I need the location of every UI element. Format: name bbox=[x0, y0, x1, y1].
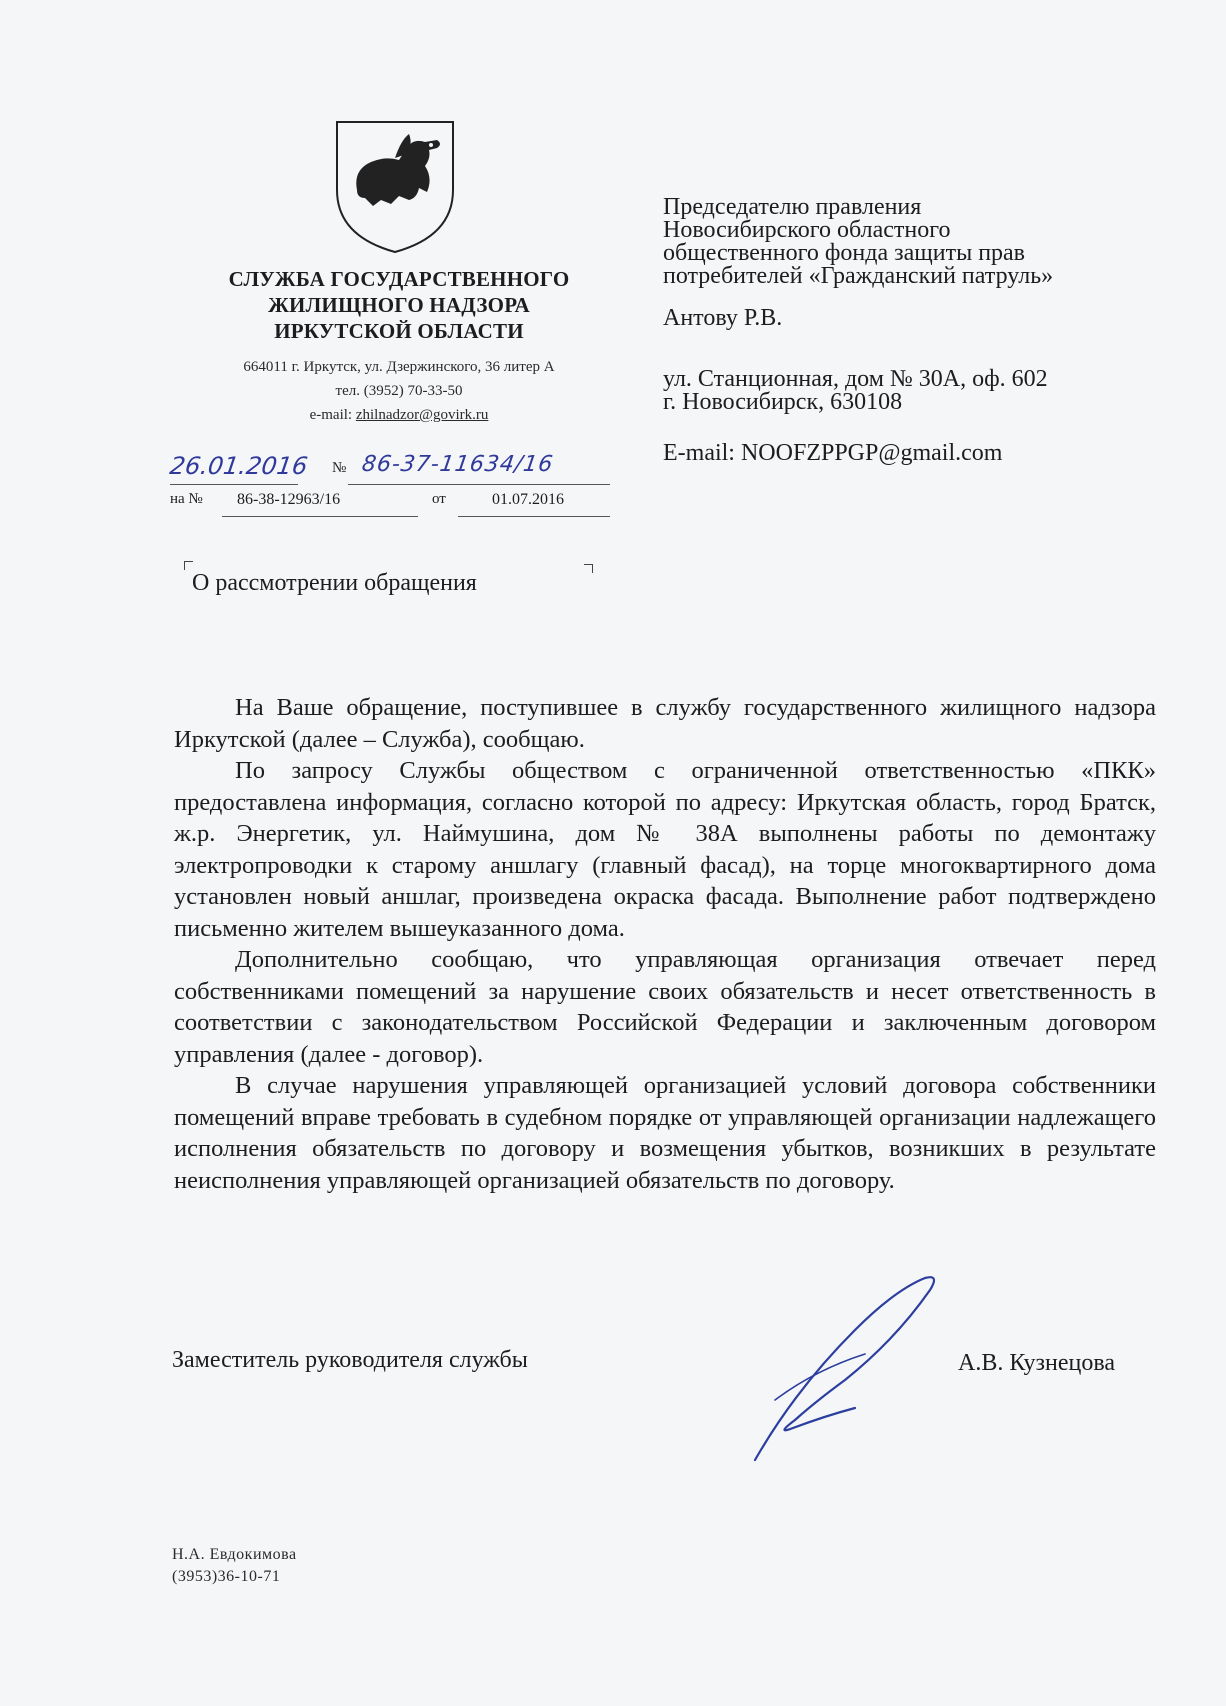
recipient-block bbox=[663, 196, 1183, 288]
executor-phone: (3953)36-10-71 bbox=[172, 1568, 281, 1585]
divider bbox=[458, 516, 610, 517]
organization-contacts bbox=[160, 355, 638, 427]
irkutsk-coat-of-arms-icon bbox=[333, 118, 457, 256]
letter-subject: О рассмотрении обращения bbox=[192, 570, 477, 596]
divider bbox=[170, 484, 298, 485]
recipient-name: Антову Р.В. bbox=[663, 305, 783, 331]
org-email-line bbox=[160, 403, 638, 427]
executor-name: Н.А. Евдокимова bbox=[172, 1546, 297, 1563]
recipient-line-4: потребителей «Гражданский патруль» bbox=[663, 263, 1054, 289]
signatory-title: Заместитель руководителя службы bbox=[172, 1347, 528, 1373]
recipient-address-city: г. Новосибирск, 630108 bbox=[663, 389, 903, 415]
body-paragraph: В случае нарушения управляющей организацией условий договора собственники помещений вправе требовать в судебном порядке от управляющей организации надлежащего исполнения обязательств по договору и возмещения убытков, возникших в результате неисполнения управляющей организацией обязательств по договору. bbox=[174, 1072, 1156, 1194]
org-address: 664011 г. Иркутск, ул. Дзержинского, 36 литер А bbox=[243, 359, 555, 375]
recipient-line-2: Новосибирского областного bbox=[663, 217, 951, 243]
recipient-email: E-mail: NOOFZPPGP@gmail.com bbox=[663, 440, 1003, 466]
handwritten-signature bbox=[735, 1270, 955, 1470]
letter-body bbox=[174, 692, 1156, 1196]
registration-number: 86-37-11634/16 bbox=[360, 452, 556, 477]
recipient-address-street: ул. Станционная, дом № 30А, оф. 602 bbox=[663, 366, 1048, 392]
registration-date: 26.01.2016 bbox=[168, 452, 310, 480]
body-paragraph: На Ваше обращение, поступившее в службу государственного жилищного надзора Иркутской (далее – Служба), сообщаю. bbox=[174, 694, 1156, 753]
subject-corner-left bbox=[184, 561, 193, 570]
signatory-name: А.В. Кузнецова bbox=[958, 1350, 1116, 1376]
recipient-line-3: общественного фонда защиты прав bbox=[663, 240, 1026, 266]
org-line-2: ЖИЛИЩНОГО НАДЗОРА bbox=[268, 293, 530, 317]
org-line-1: СЛУЖБА ГОСУДАРСТВЕННОГО bbox=[228, 267, 570, 291]
reference-number: 86-38-12963/16 bbox=[237, 491, 341, 508]
organization-name bbox=[160, 266, 638, 344]
recipient-address bbox=[663, 368, 1183, 414]
reference-label: на № bbox=[170, 491, 203, 507]
reference-date: 01.07.2016 bbox=[492, 491, 564, 508]
registration-line bbox=[170, 452, 610, 488]
org-email-label: e-mail: bbox=[309, 407, 353, 423]
body-paragraph: По запросу Службы обществом с ограниченной ответственностью «ПКК» предоставлена информация, согласно которой по адресу: Иркутская область, город Братск, ж.р. Энергетик, ул. Наймушина, дом № 38А выполнены работы по демонтажу электропроводки к старому аншлагу (главный фасад), на торце многоквартирного дома установлен новый аншлаг, произведена окраска фасада. Выполнение работ подтверждено письменно жителем вышеуказанного дома. bbox=[174, 757, 1156, 942]
org-phone: тел. (3952) 70-33-50 bbox=[335, 383, 463, 399]
registration-number-label: № bbox=[332, 460, 347, 476]
org-line-3: ИРКУТСКОЙ ОБЛАСТИ bbox=[274, 319, 524, 343]
recipient-line-1: Председателю правления bbox=[663, 194, 922, 220]
subject-corner-right bbox=[584, 564, 593, 573]
executor-block bbox=[172, 1544, 297, 1588]
divider bbox=[222, 516, 418, 517]
body-paragraph: Дополнительно сообщаю, что управляющая организация отвечает перед собственниками помещений за нарушение своих обязательств и несет ответственность в соответствии с законодательством Российской Федерации и заключенным договором управления (далее - договор). bbox=[174, 946, 1156, 1068]
org-email-link[interactable]: zhilnadzor@govirk.ru bbox=[355, 407, 489, 423]
divider bbox=[348, 484, 610, 485]
reference-from-label: от bbox=[432, 491, 446, 507]
